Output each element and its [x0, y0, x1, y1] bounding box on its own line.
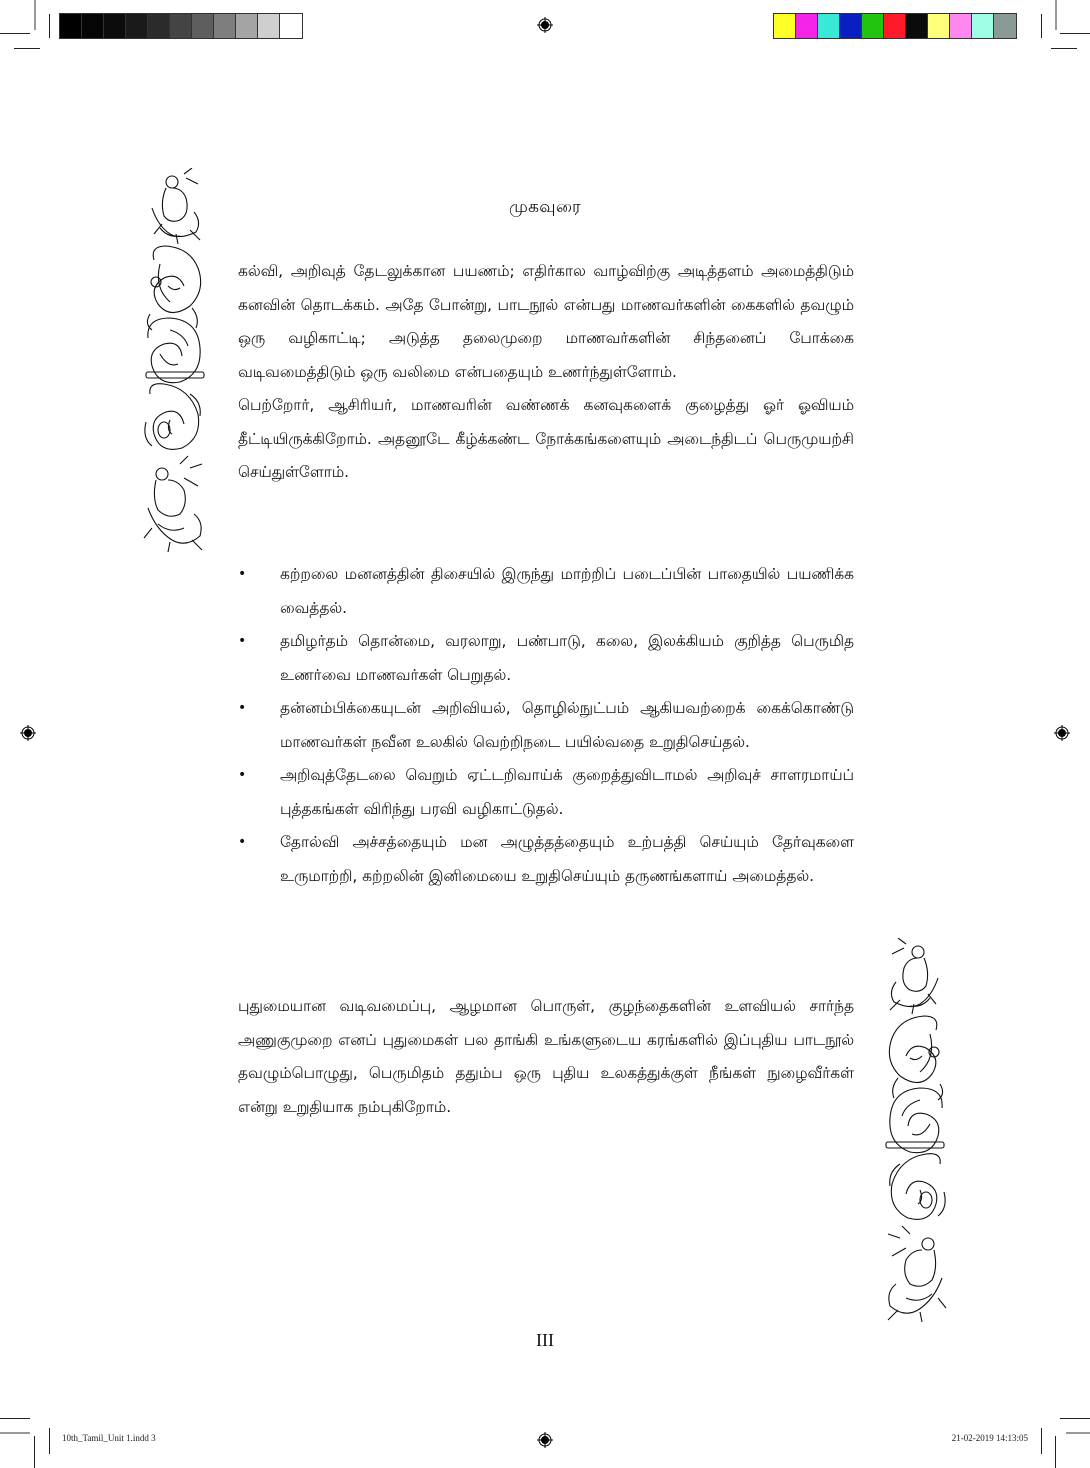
color-swatch: [126, 14, 148, 38]
color-swatch: [258, 14, 280, 38]
crop-mark: [34, 0, 36, 30]
registration-target-icon: [20, 725, 36, 741]
bullet-icon: •: [238, 633, 247, 649]
crop-mark: [1055, 0, 1057, 30]
bullet-icon: •: [238, 767, 247, 783]
slug-timestamp: 21-02-2019 14:13:05: [951, 1433, 1028, 1443]
objective-item: [238, 558, 854, 625]
objective-item: [238, 692, 854, 759]
objective-item: [238, 625, 854, 692]
floral-scroll-ornament-icon: [880, 938, 950, 1323]
color-swatch: [148, 14, 170, 38]
bullet-icon: •: [238, 566, 247, 582]
objective-text: அறிவுத்தேடலை வெறும் ஏட்டறிவாய்க் குறைத்துவிடாமல் அறிவுச் சாளரமாய்ப் புத்தகங்கள் விரிந்து பரவி வழிகாட்டுதல்.: [280, 766, 854, 818]
crop-mark: [0, 33, 30, 34]
color-swatch: [884, 14, 906, 38]
objective-text: தன்னம்பிக்கையுடன் அறிவியல், தொழில்நுட்பம் ஆகியவற்றைக் கைக்கொண்டு மாணவர்கள் நவீன உலகில் வெற்றிநடை பயில்வதை உறுதிசெய்தல்.: [280, 699, 854, 751]
registration-target-icon: [537, 17, 553, 33]
crop-mark: [0, 1432, 30, 1434]
color-swatch: [82, 14, 104, 38]
objective-text: தமிழர்தம் தொன்மை, வரலாறு, பண்பாடு, கலை, இலக்கியம் குறித்த பெருமித உணர்வை மாணவர்கள் பெறுதல்.: [280, 632, 854, 684]
color-swatch: [818, 14, 840, 38]
color-swatch: [796, 14, 818, 38]
grayscale-color-bar: [59, 13, 303, 39]
color-swatch: [906, 14, 928, 38]
crop-mark: [1066, 1432, 1090, 1434]
bullet-icon: •: [238, 700, 247, 716]
crop-mark: [1041, 14, 1042, 38]
objective-item: [238, 826, 854, 893]
floral-scroll-ornament-icon: [140, 168, 210, 553]
color-swatch: [236, 14, 258, 38]
objective-text: தோல்வி அச்சத்தையும் மன அழுத்தத்தையும் உற்பத்தி செய்யும் தேர்வுகளை உருமாற்றி, கற்றலின் இனிமையை உறுதிசெய்யும் தருணங்களாய் அமைத்தல்.: [280, 833, 854, 885]
color-swatch: [214, 14, 236, 38]
color-swatch: [972, 14, 994, 38]
closing-section: [238, 990, 854, 1124]
color-swatch: [192, 14, 214, 38]
color-swatch: [104, 14, 126, 38]
crop-mark: [49, 14, 50, 38]
crop-mark: [1051, 48, 1077, 49]
registration-target-icon: [1054, 725, 1070, 741]
page-number: III: [536, 1330, 554, 1350]
crop-mark: [34, 1436, 35, 1468]
slug-filename: 10th_Tamil_Unit 1.indd 3: [62, 1433, 156, 1443]
crop-mark: [1060, 1418, 1090, 1419]
color-swatch: [950, 14, 972, 38]
color-swatch: [170, 14, 192, 38]
registration-target-icon: [537, 1432, 553, 1448]
intro-paragraph: பெற்றோர், ஆசிரியர், மாணவரின் வண்ணக் கனவுகளைக் குழைத்து ஓர் ஓவியம் தீட்டியிருக்கிறோம். அதனூடே கீழ்க்கண்ட நோக்கங்களையும் அடைந்திடப் பெருமுயற்சி செய்துள்ளோம்.: [238, 396, 854, 481]
crop-mark: [1041, 1428, 1042, 1454]
page-title: முகவுரை: [508, 197, 582, 217]
cmyk-color-bar: [773, 13, 1017, 39]
bullet-icon: •: [238, 834, 247, 850]
color-swatch: [840, 14, 862, 38]
color-swatch: [280, 14, 302, 38]
crop-mark: [1055, 1436, 1056, 1468]
color-swatch: [928, 14, 950, 38]
crop-mark: [14, 48, 40, 49]
crop-mark: [49, 1428, 50, 1454]
closing-paragraph: புதுமையான வடிவமைப்பு, ஆழமான பொருள், குழந்தைகளின் உளவியல் சார்ந்த அணுகுமுறை எனப் புதுமைகள் பல தாங்கி உங்களுடைய கரங்களில் இப்புதிய பாடநூல் தவழும்பொழுது, பெருமிதம் ததும்ப ஒரு புதிய உலகத்துக்குள் நீங்கள் நுழைவீர்கள் என்று உறுதியாக நம்புகிறோம்.: [238, 997, 854, 1116]
color-swatch: [862, 14, 884, 38]
color-swatch: [60, 14, 82, 38]
crop-mark: [1060, 33, 1090, 34]
intro-section: [238, 255, 854, 490]
objective-text: கற்றலை மனனத்தின் திசையில் இருந்து மாற்றிப் படைப்பின் பாதையில் பயணிக்க வைத்தல்.: [280, 565, 854, 617]
objective-item: [238, 759, 854, 826]
objectives-list: [238, 558, 854, 893]
color-swatch: [994, 14, 1016, 38]
intro-paragraph: கல்வி, அறிவுத் தேடலுக்கான பயணம்; எதிர்கால வாழ்விற்கு அடித்தளம் அமைத்திடும் கனவின் தொடக்கம். அதே போன்று, பாடநூல் என்பது மாணவர்களின் கைகளில் தவழும் ஒரு வழிகாட்டி; அடுத்த தலைமுறை மாணவர்களின் சிந்தனைப் போக்கை வடிவமைத்திடும் ஒரு வலிமை என்பதையும் உணர்ந்துள்ளோம்.: [238, 262, 854, 381]
color-swatch: [774, 14, 796, 38]
crop-mark: [0, 1418, 30, 1419]
